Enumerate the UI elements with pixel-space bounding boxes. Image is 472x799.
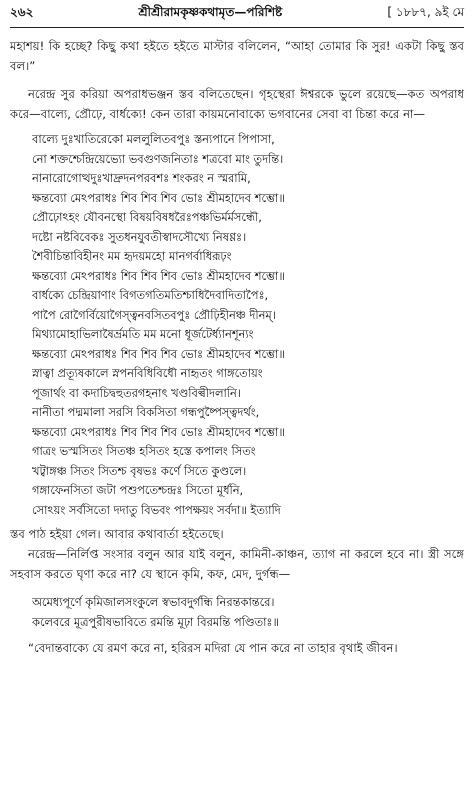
book-page — [10, 4, 464, 658]
verse-line: অমেধ্যপূর্ণে কৃমিজালসংকুলে স্বভাবদুর্গন্ধি নিরন্তকান্তরে। — [32, 595, 275, 609]
sanskrit-couplet — [32, 592, 464, 632]
verse-line: গাত্রং ভস্মসিতং সিতঞ্চ হসিতং হস্তে কপালং সিতং — [32, 444, 256, 458]
verse-line: নানারোগোত্থদুঃখাদ্রুদনপরবশঃ শংকরং ন স্মরামি, — [32, 171, 251, 185]
running-header — [10, 4, 464, 28]
verse-line: পূজার্থং বা কদাচিদ্বহুতরগহনাৎ খণ্ডবিল্বীদলানি। — [32, 385, 241, 400]
verse-line: প্রৌঢ়োঽহং যৌবনস্থো বিষয়বিষধরৈঃপঞ্চভির্মর্মসন্ধৌ, — [32, 210, 262, 224]
verse-line: খট্বাঙ্গঞ্চ সিতং সিতশ্চ বৃষভঃ কর্ণে সিতে কুণ্ডলে। — [32, 463, 247, 478]
verse-line: ক্ষন্তব্যো মেঽপরাধঃ শিব শিব শিব ভোঃ শ্রীমহাদেব শম্ভো॥ — [32, 190, 285, 205]
verse-line: ক্ষন্তব্যো মেঽপরাধঃ শিব শিব শিব ভোঃ শ্রীমহাদেব শম্ভো॥ — [32, 424, 285, 439]
verse-line: নো শক্তশ্চেন্দ্রিয়েভ্যো ভবগুণজনিতাঃ শত্রবো মাং তুদন্তি। — [32, 151, 284, 166]
page-number: ২৬২ — [10, 5, 34, 19]
paragraph-5: “বেদান্তবাক্যে যে রমণ করে না, হরিরস মদিরা যে পান করে না তাহার বৃথাই জীবন। — [28, 641, 398, 655]
verse-line: নানীতা পদ্মমালা সরসি বিকসিতা গন্ধপুষ্পৈস্ত্বদর্থং, — [32, 405, 260, 419]
header-date: [ ১৮৮৭, ৯ই মে — [387, 5, 464, 19]
verse-line: শৈবীচিন্তাবিহীনং মম হৃদয়মহো মানগর্বাধিরূঢ়ং — [32, 249, 232, 263]
verse-line: মিথ্যামোহাভিলাষৈর্ভ্রমতি মম মনো ধূর্জটের্ধ্যানশূন্যং — [32, 327, 254, 341]
verse-line: স্নাত্বা প্রত্যূষকালে স্নপনবিধিবিধৌ নাহৃতং গাঙ্গতোয়ং — [32, 366, 263, 380]
verse-line: দষ্টো নষ্টবিবেকঃ সুতধনযুবতীস্বাদসৌখ্যে নিষণ্ণঃ। — [32, 229, 247, 244]
verse-line: বাল্যে দুঃখাতিরেকো মললুলিতবপুঃ স্তন্যপানে পিপাসা, — [32, 132, 275, 146]
paragraph-4: নরেন্দ্র—নির্লিপ্ত সংসার বলুন আর যাই বলুন, কামিনী-কাঞ্চন, ত্যাগ না করলে হবে না। স্ত্রী সঙ্গে সহবাস করতে ঘৃণা করে না? যে স্থানে কৃমি, কফ, মেদ, দুর্গন্ধ— — [10, 547, 464, 581]
running-title: শ্রীশ্রীরামকৃষ্ণকথামৃত—পরিশিষ্ট — [138, 5, 283, 19]
verse-line: ক্ষন্তব্যো মেঽপরাধঃ শিব শিব শিব ভোঃ শ্রীমহাদেব শম্ভো॥ — [32, 346, 285, 361]
verse-line: পাপৈ রোগৈর্বিয়োগৈস্ত্বনবসিতবপুঃ প্রৌঢ়িহীনঞ্চ দীনম্। — [32, 307, 276, 322]
verse-line: বার্ধক্যে চেন্দ্রিয়াণাং বিগতগতিমতিশ্চাধিদৈবাদিতাপৈঃ, — [32, 288, 269, 302]
aparadha-bhanjana-stotra — [32, 130, 464, 520]
verse-line: কলেবরে মূত্রপুরীষভাবিতে রমন্তি মূঢ়া বিরমন্তি পণ্ডিতাঃ॥ — [32, 615, 279, 629]
verse-line: সোঽয়ং সর্বসিতো দদাতু বিভবং পাপক্ষয়ং সর্বদা॥ ইত্যাদি — [32, 502, 281, 517]
verse-line: ক্ষন্তব্যো মেঽপরাধঃ শিব শিব শিব ভোঃ শ্রীমহাদেব শম্ভো॥ — [32, 268, 285, 283]
paragraph-2: নরেন্দ্র সুর করিয়া অপরাধভঞ্জন স্তব বলিতেছেন। গৃহস্থেরা ঈশ্বরকে ভুলে রয়েছে—কত অপরাধ করে—বাল্যে, প্রৌঢ়ে, বার্ধক্যে! কেন তারা কায়মনোবাক্যে ভগবানের সেবা বা চিন্তা করে না— — [10, 87, 464, 121]
verse-line: গঙ্গাফেনসিতা জটা পশুপতেশ্চন্দ্রঃ সিতো মূর্ধনি, — [32, 483, 244, 497]
paragraph-1: মহাশয়! কি হচ্ছে? কিছু কথা হইতে হইতে মাস্টার বলিলেন, “আহা তোমার কি সুর! একটা কিছু স্তব বল।” — [10, 39, 464, 73]
paragraph-3: স্তব পাঠ হইয়া গেল। আবার কথাবার্তা হইতেছে। — [10, 527, 224, 541]
